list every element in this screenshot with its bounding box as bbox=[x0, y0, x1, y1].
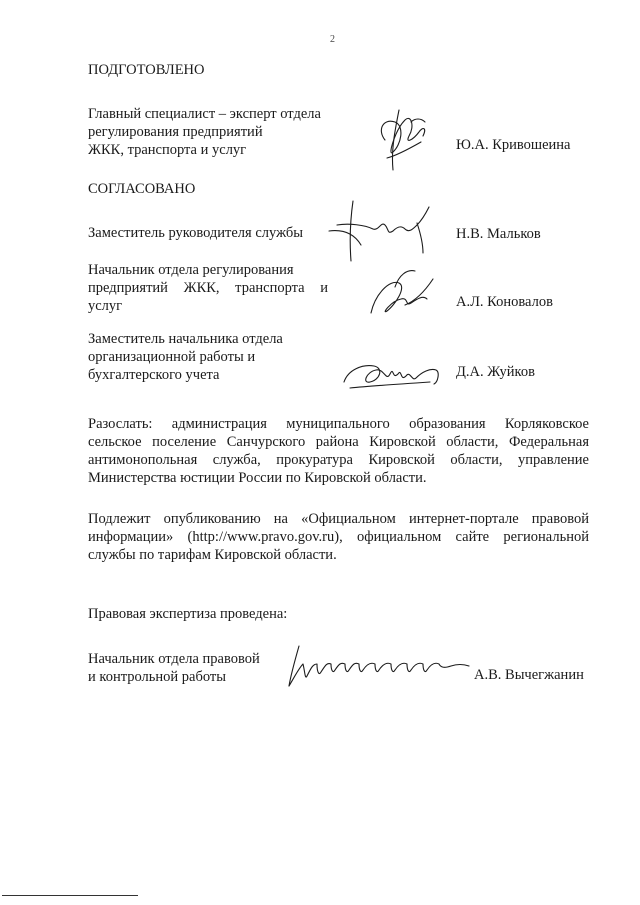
legal-review-position bbox=[88, 650, 260, 686]
signer-name: Н.В. Мальков bbox=[456, 226, 541, 242]
signature-zhuikov bbox=[340, 352, 445, 397]
distribution-line: сельское поселение Санчурского района Кировской области, Федеральная bbox=[88, 434, 589, 450]
signer-position bbox=[88, 224, 303, 242]
prepared-name: Ю.А. Кривошеина bbox=[456, 137, 571, 153]
signature-krivosheina bbox=[365, 100, 440, 175]
signer-position-line: Заместитель начальника отдела bbox=[88, 331, 283, 347]
prepared-position-line: ЖКК, транспорта и услуг bbox=[88, 142, 247, 158]
prepared-position-line: регулирования предприятий bbox=[88, 124, 263, 140]
legal-review-name: А.В. Вычегжанин bbox=[474, 667, 584, 683]
publication-line: информации» (http://www.pravo.gov.ru), официальном сайте региональной bbox=[88, 529, 589, 545]
signer-position-line: бухгалтерского учета bbox=[88, 367, 220, 383]
distribution-line: Министерства юстиции России по Кировской области. bbox=[88, 470, 427, 486]
footer-rule bbox=[2, 895, 138, 896]
signer-position bbox=[88, 330, 283, 384]
signature-konovalov bbox=[365, 265, 445, 325]
signer-name: Д.А. Жуйков bbox=[456, 364, 535, 380]
legal-review-position-line: и контрольной работы bbox=[88, 669, 226, 685]
distribution-line: антимонопольная служба, прокуратура Кировской области, управление bbox=[88, 452, 589, 468]
signer-position-line: Начальник отдела регулирования bbox=[88, 262, 294, 278]
signer-position-line: Заместитель руководителя службы bbox=[88, 225, 304, 241]
prepared-position-line: Главный специалист – эксперт отдела bbox=[88, 106, 321, 122]
signature-vychegzhanin bbox=[285, 640, 475, 690]
prepared-position bbox=[88, 105, 321, 159]
signer-position-line: предприятий ЖКК, транспорта и bbox=[88, 280, 328, 296]
publication-line: службы по тарифам Кировской области. bbox=[88, 547, 337, 563]
signer-position-line: услуг bbox=[88, 298, 123, 314]
signer-position-line: организационной работы и bbox=[88, 349, 256, 365]
prepared-heading: ПОДГОТОВЛЕНО bbox=[88, 62, 205, 78]
legal-review-text: Правовая экспертиза проведена: bbox=[88, 606, 288, 622]
signer-name: А.Л. Коновалов bbox=[456, 294, 553, 310]
signer-position bbox=[88, 261, 328, 315]
legal-review-position-line: Начальник отдела правовой bbox=[88, 651, 260, 667]
publication-line: Подлежит опубликованию на «Официальном интернет-портале правовой bbox=[88, 511, 589, 527]
signature-malkov bbox=[325, 195, 445, 265]
page-number: 2 bbox=[330, 34, 335, 45]
agreed-heading: СОГЛАСОВАНО bbox=[88, 181, 196, 197]
publication-paragraph bbox=[88, 510, 589, 564]
distribution-line: Разослать: администрация муниципального образования Корляковское bbox=[88, 416, 589, 432]
distribution-paragraph bbox=[88, 415, 589, 487]
